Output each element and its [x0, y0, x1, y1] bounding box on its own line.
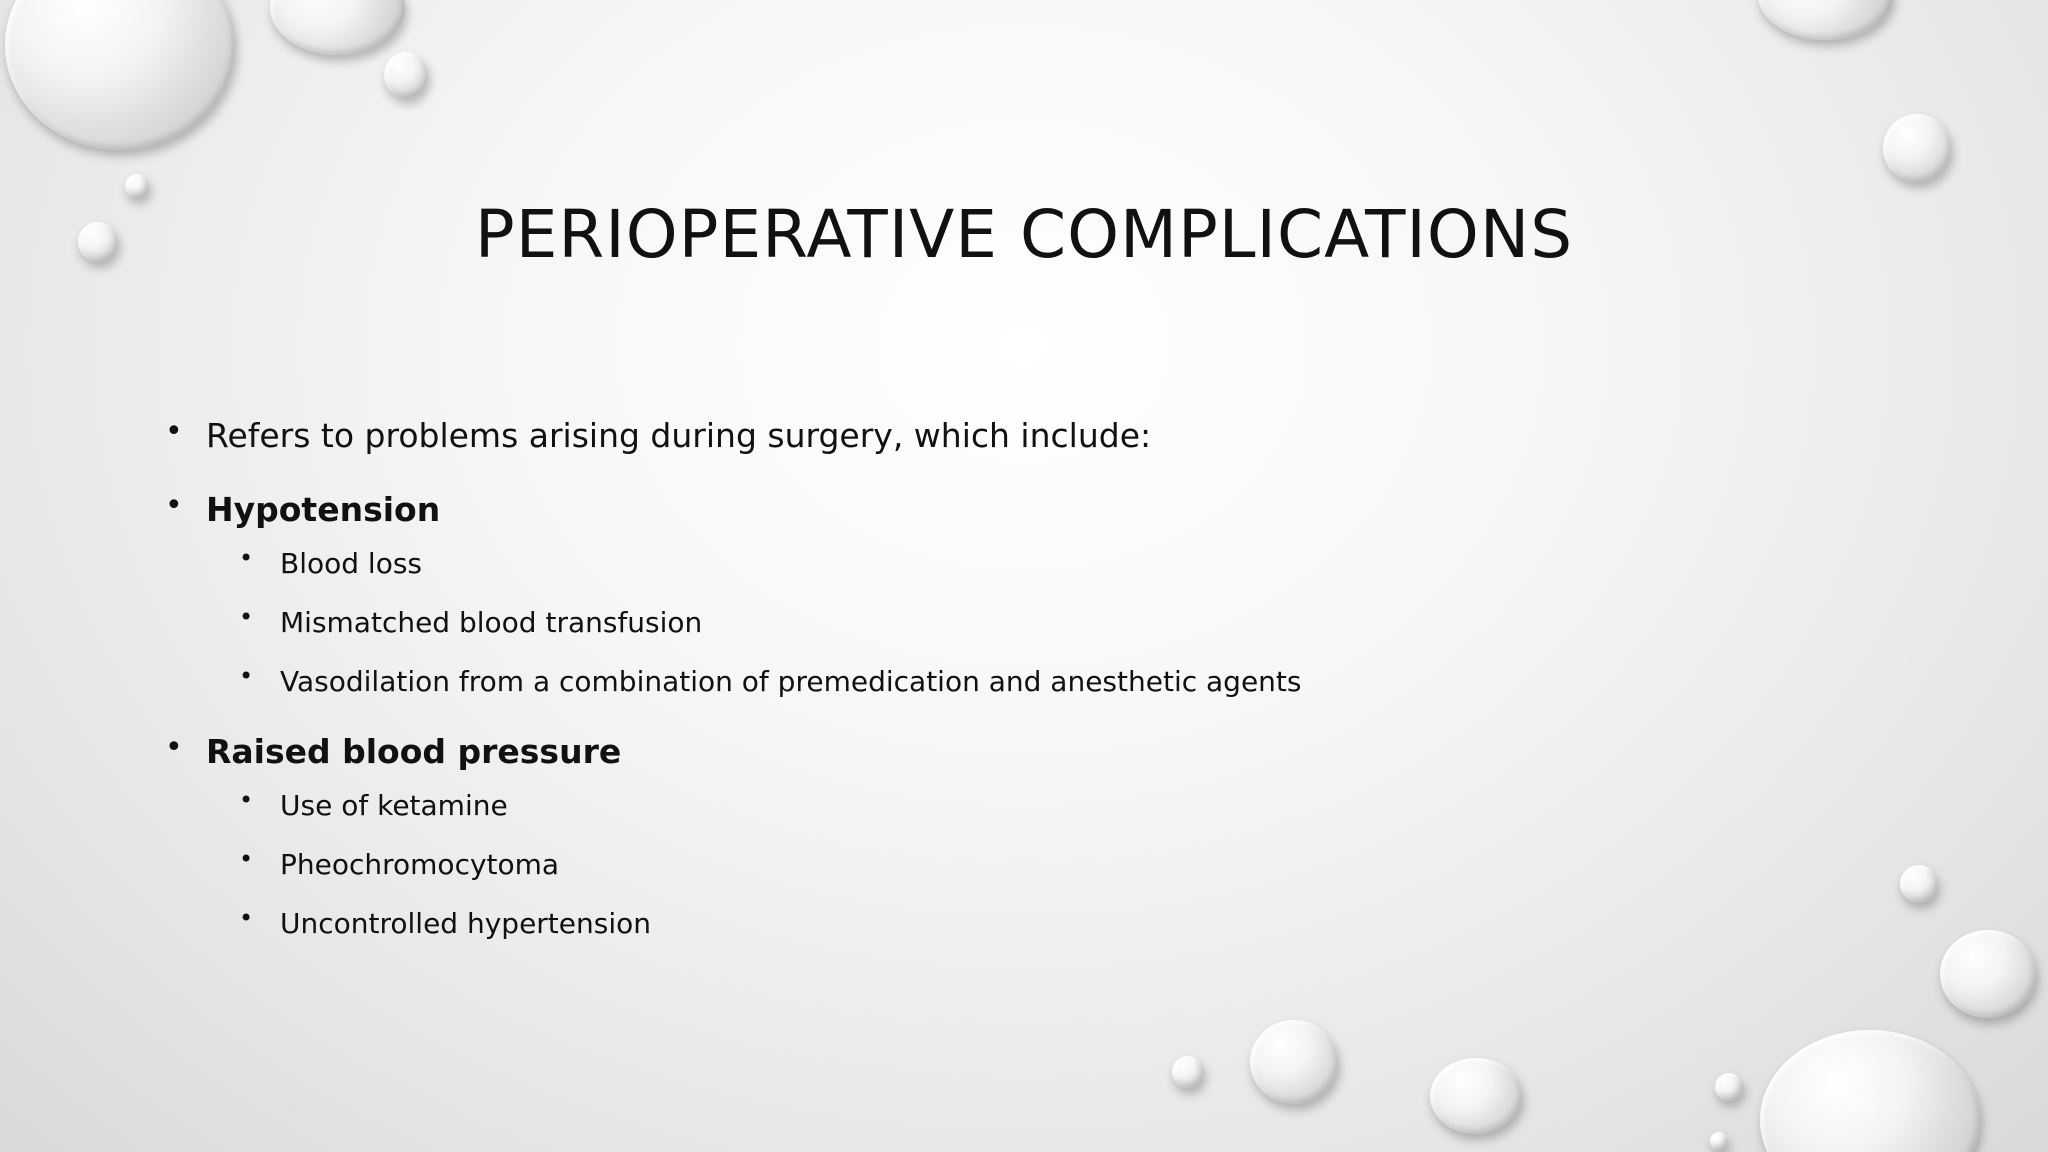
water-droplet-decoration [1710, 1132, 1728, 1150]
sub-bullet-item: • Blood loss [239, 544, 1865, 584]
water-droplet-decoration [5, 0, 235, 150]
bullet-item-hypotension [165, 486, 1865, 702]
water-droplet-decoration [1172, 1056, 1204, 1088]
water-droplet-decoration [1250, 1020, 1338, 1104]
sub-bullet-item: • Pheochromocytoma [239, 845, 1865, 885]
water-droplet-decoration [125, 174, 149, 198]
bullet-item-raised-blood-pressure [165, 728, 1865, 944]
water-droplet-decoration [1758, 0, 1893, 40]
bullet-heading: Hypotension [206, 490, 441, 529]
bullet-item [165, 412, 1865, 460]
water-droplet-decoration [384, 52, 428, 98]
water-droplet-decoration [1715, 1073, 1743, 1101]
water-droplet-decoration [1760, 1030, 1980, 1152]
water-droplet-decoration [1900, 865, 1938, 903]
sub-bullet-list [239, 786, 1865, 944]
water-droplet-decoration [270, 0, 405, 55]
slide-title: PERIOPERATIVE COMPLICATIONS [474, 196, 1574, 273]
sub-bullet-item: • Uncontrolled hypertension [239, 904, 1865, 944]
bullet-text: Refers to problems arising during surgery, which include: [206, 416, 1152, 455]
bullet-heading: Raised blood pressure [206, 732, 622, 771]
sub-bullet-list [239, 544, 1865, 702]
water-droplet-decoration [1430, 1058, 1522, 1134]
water-droplet-decoration [1940, 930, 2036, 1018]
water-droplet-decoration [1883, 114, 1951, 182]
sub-bullet-item: • Mismatched blood transfusion [239, 603, 1865, 643]
bullet-list [165, 412, 1865, 970]
sub-bullet-item: • Use of ketamine [239, 786, 1865, 826]
sub-bullet-item: • Vasodilation from a combination of premedication and anesthetic agents [239, 662, 1865, 702]
